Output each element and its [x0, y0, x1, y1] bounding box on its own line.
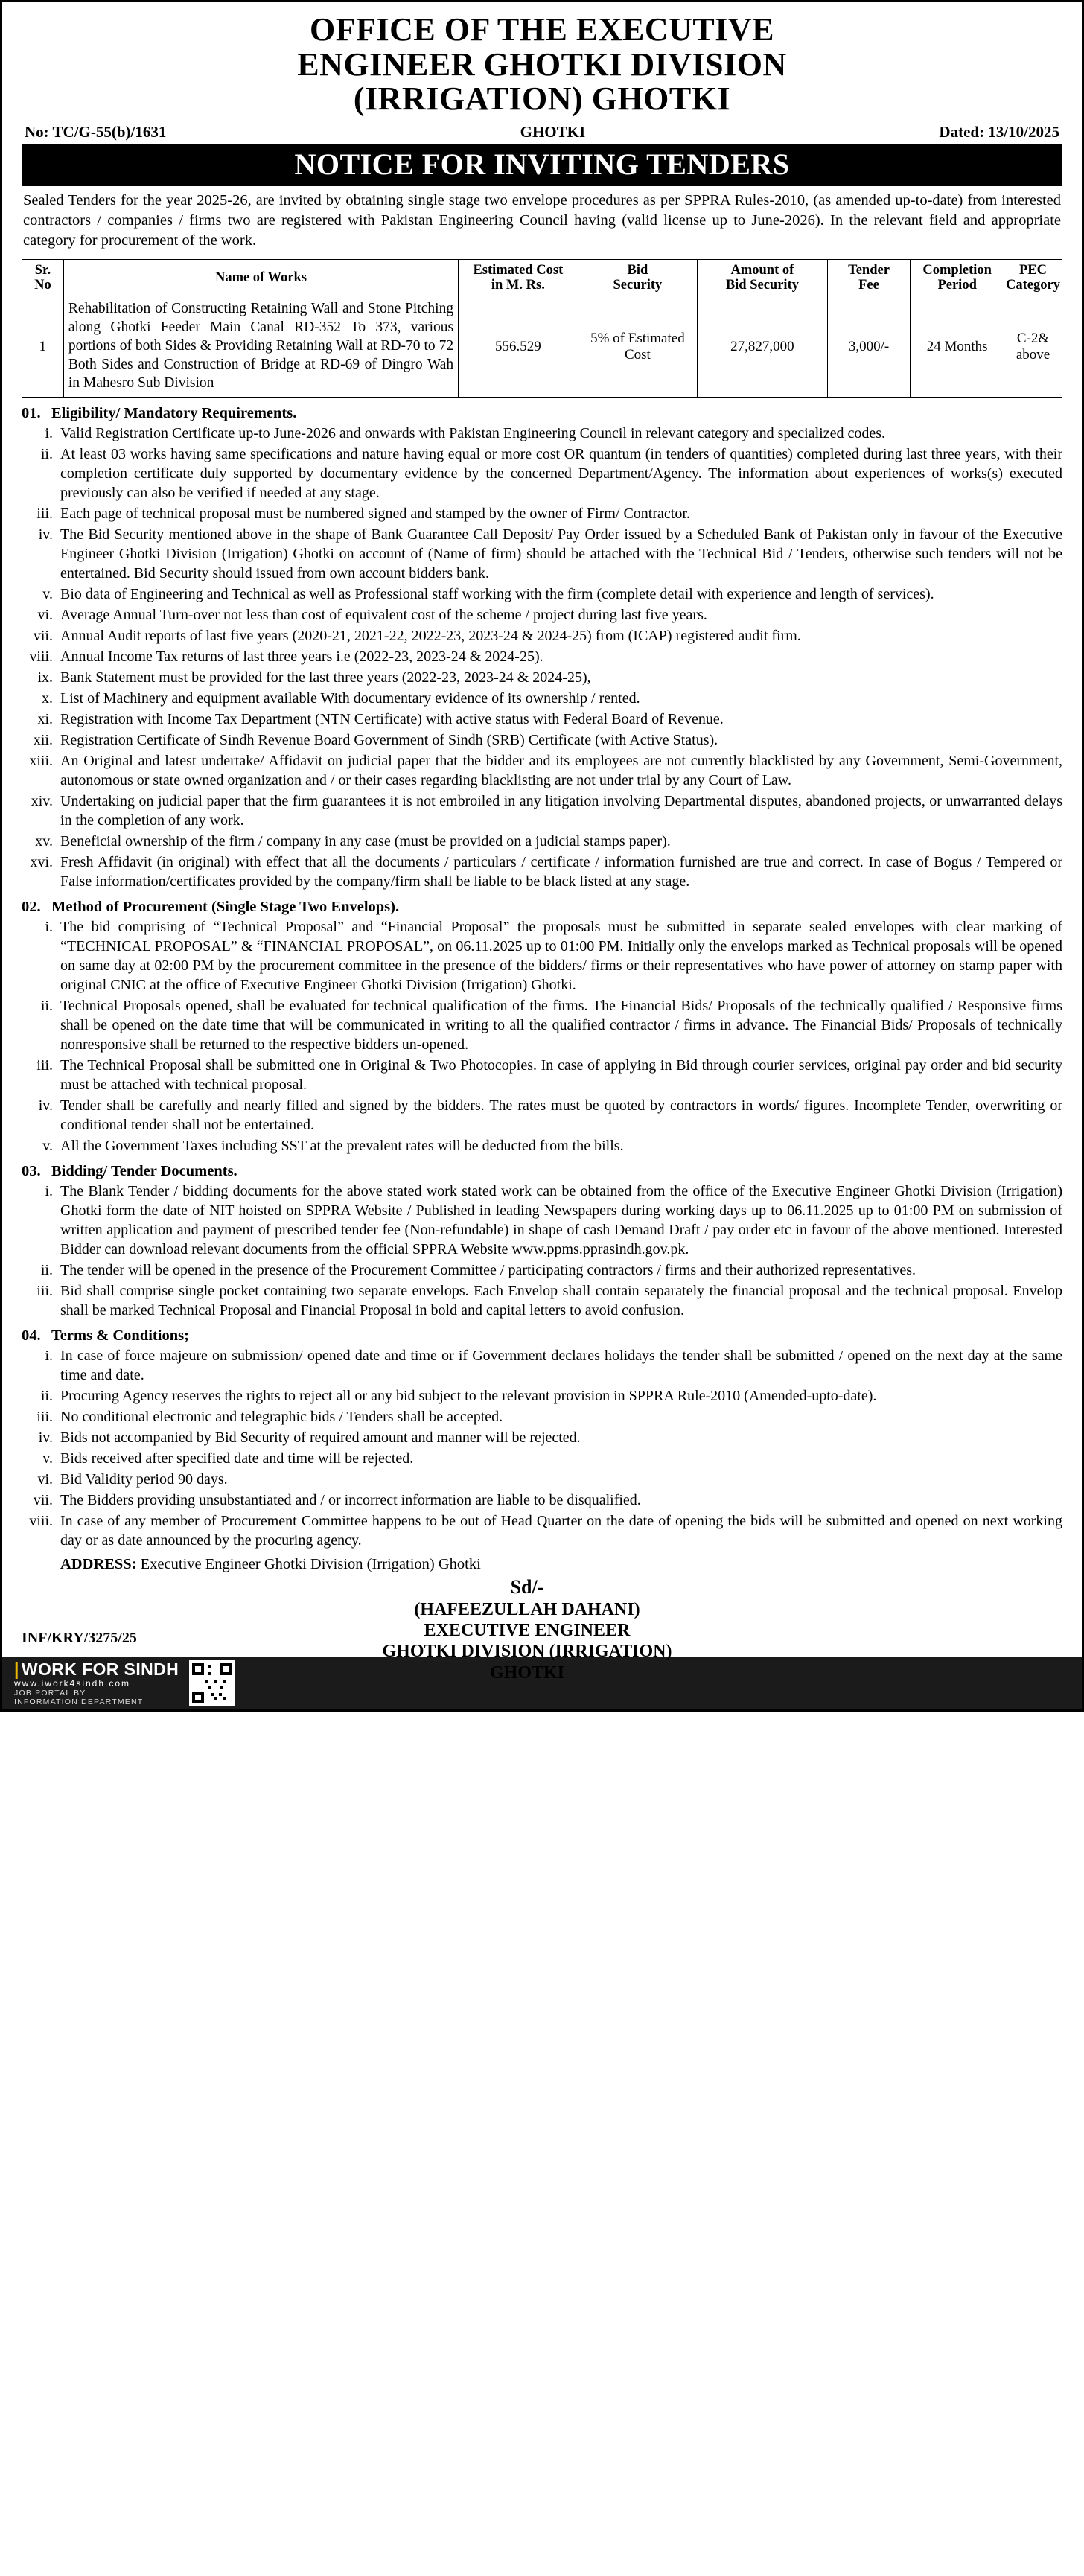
clause-item: viii. Annual Income Tax returns of last three years i.e (2022-23, 2023-24 & 2024-25).	[29, 648, 543, 666]
clause-item: viii. In case of any member of Procurement Committee happens to be out of Head Quarter on the date of opening the bids will be submitted and opened on next working day or as date announced by the procuring agency.	[29, 1513, 1062, 1549]
column-header-name: Name of Works	[63, 259, 458, 296]
reference-row	[22, 123, 1062, 144]
works-table	[22, 259, 1062, 398]
header-line-2: ENGINEER GHOTKI DIVISION	[297, 45, 787, 83]
clause-item: iii. The Technical Proposal shall be submitted one in Original & Two Photocopies. In case of applying in Bid through courier services, original pay order and bid security must be attached with technical proposal.	[36, 1057, 1062, 1094]
section-eligibility	[22, 405, 1062, 891]
section-title	[22, 405, 1062, 422]
brand-block	[14, 1660, 179, 1707]
clause-item: xiii. An Original and latest undertake/ Affidavit on judicial paper that the bidder and its employees are not currently blacklisted by any Government, Semi-Government, autonomous or state owned organization and / or their cases regarding blacklisting are not under trial by any Court of Law.	[29, 753, 1062, 789]
intro-paragraph: Sealed Tenders for the year 2025-26, are invited by obtaining single stage two envelope procedures as per SPPRA Rules-2010, (as amended up-to-date) from interested contractors / companies / firms two are registered with Pakistan Engineering Council having (valid license up to June-2026). In the relevant field and appropriate category for procurement of the work.	[23, 191, 1061, 249]
brand-pipe-icon: |	[14, 1659, 19, 1679]
clause-item: xiv. Undertaking on judicial paper that the firm guarantees it is not embroiled in any litigation involving Departmental disputes, abandoned projects, or unwarranted delays in the completion of any work.	[31, 793, 1062, 829]
clause-list	[22, 1182, 1062, 1320]
section-title	[22, 1327, 1062, 1345]
clause-item: i. The bid comprising of “Technical Proposal” and “Financial Proposal” the proposals must be submitted in separate sealed envelopes with clear marking of “TECHNICAL PROPOSAL” & “FINANCIAL PROPOSAL”, on 06.11.2025 up to 01:00 PM. Initially only the envelops marked as Technical proposals will be opened on same day at 02:00 PM by the procurement committee in the presence of the bidders/ firms or their representatives who have power of attorney on stamp paper with original CNIC at the office of Executive Engineer Ghotki Division (Irrigation) Ghotki.	[45, 919, 1062, 994]
clause-item: v. Bio data of Engineering and Technical as well as Professional staff working with the firm (complete detail with experience and length of services).	[42, 586, 934, 603]
clause-item: ix. Bank Statement must be provided for the last three years (2022-23, 2023-24 & 2024-25),	[37, 669, 591, 686]
clause-item: iii. Bid shall comprise single pocket containing two separate envelops. Each Envelop shall contain separately the financial proposal and the technical proposal. Envelop shall be marked Technical Proposal and Financial Proposal in bold and capital letters to avoid confusion.	[36, 1283, 1062, 1319]
reference-number: No: TC/G-55(b)/1631	[25, 122, 167, 141]
clause-item: xii. Registration Certificate of Sindh Revenue Board Government of Sindh (SRB) Certificate (with Active Status).	[33, 732, 718, 749]
cell-bid-security: 5% of Estimated Cost	[578, 296, 698, 398]
signature-designation: EXECUTIVE ENGINEER	[424, 1621, 631, 1641]
clause-item: iv. Tender shall be carefully and nearly filled and signed by the bidders. The rates must be quoted by contractors in words/ figures. Incomplete Tender, overwriting or conditional tender shall not be entertained.	[38, 1097, 1062, 1134]
header-line-3: (IRRIGATION) GHOTKI	[353, 80, 731, 118]
qr-code-icon	[189, 1660, 235, 1706]
inf-code: INF/KRY/3275/25	[22, 1630, 137, 1646]
column-header-sr: Sr. No	[22, 259, 64, 296]
clause-list	[22, 917, 1062, 1155]
clause-item: iii. Each page of technical proposal must be numbered signed and stamped by the owner of Firm/ Contractor.	[36, 506, 690, 523]
table-header-row	[22, 259, 1062, 296]
brand-name-row	[14, 1660, 179, 1680]
clause-item: x. List of Machinery and equipment available With documentary evidence of its ownership / rented.	[42, 690, 640, 707]
signature-name: (HAFEEZULLAH DAHANI)	[414, 1599, 640, 1619]
clause-item: iv. Bids not accompanied by Bid Security of required amount and manner will be rejected.	[38, 1429, 581, 1447]
cell-work-name: Rehabilitation of Constructing Retaining Wall and Stone Pitching along Ghotki Feeder Main Canal RD-352 To 373, various portions of both Sides & Providing Retaining Wall at RD-70 to 72 Both Sides and Construction of Bridge at RD-69 of Dingro Wah in Mahesro Sub Division	[63, 296, 458, 398]
cell-estimated-cost: 556.529	[459, 296, 578, 398]
notice-banner: NOTICE FOR INVITING TENDERS	[22, 144, 1062, 186]
section-method-of-procurement	[22, 899, 1062, 1155]
brand-url[interactable]: www.iwork4sindh.com	[14, 1678, 131, 1689]
clause-item: i. Valid Registration Certificate up-to June-2026 and onwards with Pakistan Engineering Council in relevant category and specialized codes.	[45, 425, 886, 442]
clause-list	[22, 424, 1062, 891]
clause-item: ii. At least 03 works having same specifications and nature having equal or more cost OR quantum (in tenders of quantities) completed during last three years, with their completion certificate duly supported by documentary evidence by the concerned Department/Agency. The information about experiences of works(s) executed previously can also be verified if needed at any stage.	[40, 446, 1062, 502]
place-label: GHOTKI	[520, 122, 586, 141]
cell-tender-fee: 3,000/-	[827, 296, 911, 398]
clause-list	[22, 1346, 1062, 1550]
column-header-estimated-cost: Estimated Cost in M. Rs.	[459, 259, 578, 296]
section-number: 04.	[22, 1327, 41, 1345]
cell-pec-category: C-2& above	[1004, 296, 1062, 398]
clause-item: v. All the Government Taxes including SST at the prevalent rates will be deducted from the bills.	[42, 1138, 624, 1155]
header-line-1: OFFICE OF THE EXECUTIVE	[310, 11, 774, 48]
clause-item: i. The Blank Tender / bidding documents for the above stated work stated work can be obtained from the office of the Executive Engineer Ghotki Division (Irrigation) Ghotki form the date of NIT hoisted on SPPRA Website / Published in leading Newspapers during working days up to 06.11.2025 up to 01:00 PM on submission of written application and payment of prescribed tender fee (Non-refundable) in shape of cash Demand Draft / pay order etc in favour of the above mentioned. Interested Bidder can download relevant documents from the official SPPRA Website www.ppms.pprasindh.gov.pk.	[45, 1183, 1062, 1258]
section-heading: Bidding/ Tender Documents.	[51, 1163, 237, 1180]
address-line	[22, 1556, 1062, 1573]
column-header-amount-bid-security: Amount of Bid Security	[698, 259, 828, 296]
address-label: ADDRESS:	[60, 1556, 137, 1573]
column-header-bid-security: Bid Security	[578, 259, 698, 296]
section-bidding-documents	[22, 1163, 1062, 1320]
clause-item: vi. Bid Validity period 90 days.	[37, 1471, 228, 1488]
clause-item: v. Bids received after specified date and time will be rejected.	[42, 1450, 414, 1467]
clause-item: xv. Beneficial ownership of the firm / company in any case (must be provided on a judicial stamps paper).	[35, 833, 671, 850]
section-number: 02.	[22, 899, 41, 916]
cell-sr: 1	[22, 296, 64, 398]
column-header-pec-category: PEC Category	[1004, 259, 1062, 296]
clause-item: ii. Technical Proposals opened, shall be evaluated for technical qualification of the firms. The Financial Bids/ Proposals of the technically qualified / Responsive firms shall be opened on the date time that will be communicated in writing to all the qualified contractor / firms in advance. The Financial Bids/ Proposals of technically nonresponsive shall be returned to the respective bidders un-opened.	[40, 998, 1062, 1053]
cell-completion-period: 24 Months	[911, 296, 1004, 398]
address-value: Executive Engineer Ghotki Division (Irrigation) Ghotki	[140, 1556, 481, 1573]
clause-item: iv. The Bid Security mentioned above in the shape of Bank Guarantee Call Deposit/ Pay Order issued by a Scheduled Bank of Pakistan only in favour of the Executive Engineer Ghotki Division (Irrigation) Ghotki on account of (Name of firm) should be attached with the Technical Bid / Tenders, otherwise such tenders will not be entertained. Bid Security should issued from own account bidders bank.	[38, 526, 1062, 582]
section-title	[22, 899, 1062, 916]
clause-item: vii. Annual Audit reports of last five years (2020-21, 2021-22, 2022-23, 2023-24 & 2024-25) from (ICAP) registered audit firm.	[33, 628, 801, 645]
page-title	[22, 13, 1062, 117]
cell-amount-bid-security: 27,827,000	[698, 296, 828, 398]
clause-item: xi. Registration with Income Tax Department (NTN Certificate) with active status with Federal Board of Revenue.	[37, 711, 724, 728]
brand-name: WORK FOR SINDH	[21, 1659, 179, 1679]
section-number: 01.	[22, 405, 41, 422]
clause-item: ii. Procuring Agency reserves the rights to reject all or any bid subject to the relevant provision in SPPRA Rule-2010 (Amended-upto-date).	[40, 1388, 877, 1405]
table-row	[22, 296, 1062, 398]
section-heading: Terms & Conditions;	[51, 1327, 189, 1345]
section-title	[22, 1163, 1062, 1180]
signature-office-line-1: GHOTKI DIVISION (IRRIGATION)	[382, 1642, 672, 1662]
section-number: 03.	[22, 1163, 41, 1180]
brand-tagline-2: INFORMATION DEPARTMENT	[14, 1697, 144, 1706]
notice-date: Dated: 13/10/2025	[939, 122, 1059, 141]
clause-item: ii. The tender will be opened in the presence of the Procurement Committee / participating contractors / firms and their authorized representatives.	[40, 1262, 916, 1279]
clause-item: iii. No conditional electronic and telegraphic bids / Tenders shall be accepted.	[36, 1409, 503, 1426]
clause-item: vii. The Bidders providing unsubstantiated and / or incorrect information are liable to be disqualified.	[33, 1492, 641, 1509]
clause-item: xvi. Fresh Affidavit (in original) with effect that all the documents / particulars / certificate / information furnished are true and correct. In case of Bogus / Tempered or False information/certificates provided by the company/firm shall be liable to be black listed at any stage.	[30, 854, 1062, 890]
clause-item: vi. Average Annual Turn-over not less than cost of equivalent cost of the scheme / project during last five years.	[37, 607, 707, 624]
section-heading: Method of Procurement (Single Stage Two Envelops).	[51, 899, 400, 916]
clause-item: i. In case of force majeure on submission/ opened date and time or if Government declares holidays the tender shall be submitted / opened on the next day at the same time and date.	[45, 1348, 1062, 1384]
section-heading: Eligibility/ Mandatory Requirements.	[51, 405, 297, 422]
column-header-tender-fee: Tender Fee	[827, 259, 911, 296]
signature-office-line-2: GHOTKI	[489, 1662, 565, 1683]
column-header-completion-period: Completion Period	[911, 259, 1004, 296]
brand-tagline-1: JOB PORTAL BY	[14, 1688, 86, 1697]
section-terms-conditions	[22, 1327, 1062, 1550]
signature-sd: Sd/-	[510, 1576, 544, 1598]
